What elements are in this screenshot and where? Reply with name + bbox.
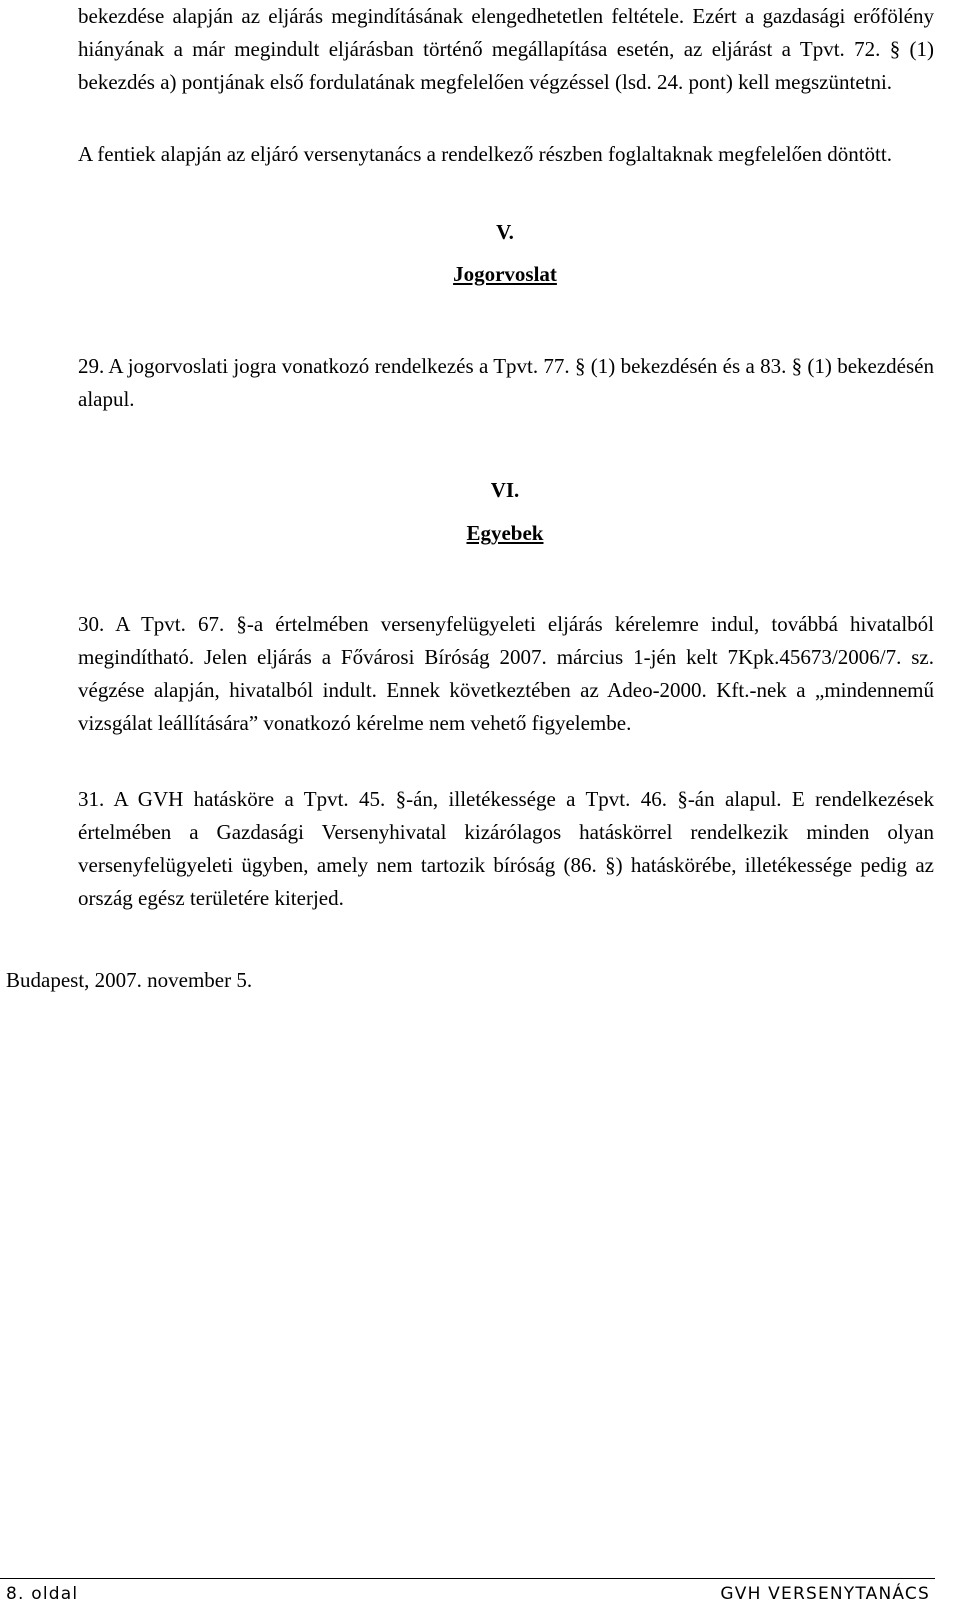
section-title-egyebek: Egyebek xyxy=(466,521,544,545)
paragraph-29: 29. A jogorvoslati jogra vonatkozó rendelkezés a Tpvt. 77. § (1) bekezdésén és a 83. § (1) bekezdésén alapul. xyxy=(78,354,934,411)
section-number-vi: VI. xyxy=(490,478,520,502)
footer-page-number: 8. oldal xyxy=(6,1584,79,1604)
footer-organization: GVH VERSENYTANÁCS xyxy=(720,1584,930,1604)
section-title-jogorvoslat: Jogorvoslat xyxy=(453,262,557,286)
signoff-date: Budapest, 2007. november 5. xyxy=(6,968,253,992)
paragraph-top: bekezdése alapján az eljárás megindításának elengedhetetlen feltétele. Ezért a gazdasági erőfölény hiányának a már megindult eljárásban történő megállapítása esetén, az eljárást a Tpvt. 72. § (1) bekezdés a) pontjának első fordulatának megfelelően végzéssel (lsd. 24. pont) kell megszüntetni. xyxy=(78,4,934,94)
footer-divider xyxy=(0,1578,935,1579)
paragraph-30: 30. A Tpvt. 67. §-a értelmében versenyfelügyeleti eljárás kérelemre indul, továbbá hivatalból megindítható. Jelen eljárás a Fővárosi Bíróság 2007. március 1-jén kelt 7Kpk.45673/2006/7. sz. végzése alapján, hivatalból indult. Ennek következtében az Adeo-2000. Kft.-nek a „mindennemű vizsgálat leállítására” vonatkozó kérelme nem vehető figyelembe. xyxy=(78,612,934,735)
section-number-v: V. xyxy=(496,220,514,244)
paragraph-31: 31. A GVH hatásköre a Tpvt. 45. §-án, illetékessége a Tpvt. 46. §-án alapul. E rendelkezések értelmében a Gazdasági Versenyhivatal kizárólagos hatáskörrel rendelkezik minden olyan versenyfelügyeleti ügyben, amely nem tartozik bíróság (86. §) hatáskörébe, illetékessége pedig az ország egész területére kiterjed. xyxy=(78,787,934,910)
paragraph-fentiek: A fentiek alapján az eljáró versenytanács a rendelkező részben foglaltaknak megfelelően döntött. xyxy=(78,142,892,166)
